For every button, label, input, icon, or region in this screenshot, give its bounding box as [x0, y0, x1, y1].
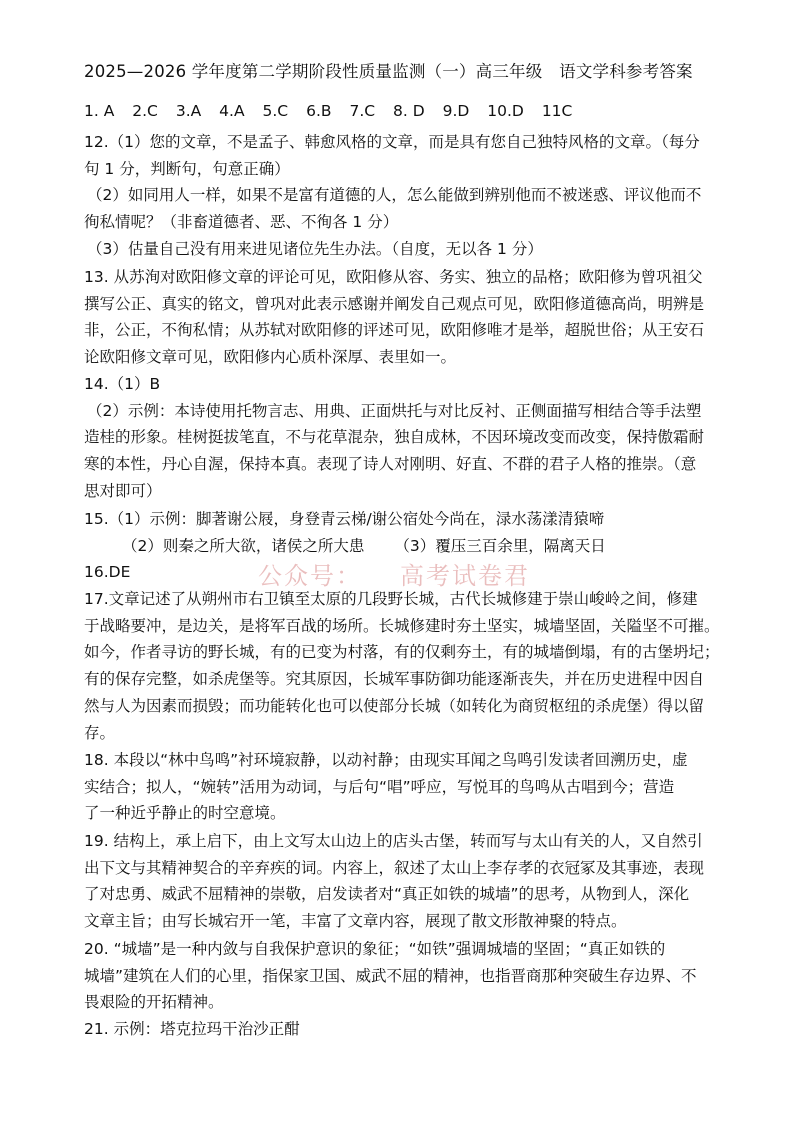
answer-line: 出下文与其精神契合的辛弃疾的词。内容上，叙述了太山上李存孝的衣冠冢及其事迹，表现	[84, 858, 705, 877]
watermark-label: 公众号：	[258, 562, 362, 590]
answer-line: 有的保存完整，如杀虎堡等。究其原因，长城军事防御功能逐渐丧失，并在历史进程中因自	[84, 670, 705, 689]
answer-18	[84, 747, 730, 827]
watermark-name: 高考试卷君	[400, 562, 530, 590]
mc-answer: 3.A	[175, 102, 202, 120]
answer-line: 16.DE	[84, 563, 131, 582]
answer-14	[84, 371, 730, 505]
answer-line: 13. 从苏洵对欧阳修文章的评论可见，欧阳修从容、务实、独立的品格；欧阳修为曾巩祖父	[84, 268, 703, 286]
answer-line: 了对忠勇、威武不屈精神的崇敬，启发读者对“真正如铁的城墙”的思考，从物到人，深化	[84, 885, 690, 904]
answer-line: 造桂的形象。桂树挺拔笔直，不与花草混杂，独自成林，不因环境改变而改变，保持傲霜耐	[84, 428, 705, 447]
answer-line: 12.（1）您的文章，不是孟子、韩愈风格的文章，而是具有您自己独特风格的文章。（每分	[84, 133, 700, 151]
answer-line: 文章主旨；由写长城宕开一笔，丰富了文章内容，展现了散文形散神聚的特点。	[84, 912, 627, 931]
answer-line: （3）估量自己没有用来进见诸位先生办法。（自度，无以各 1 分）	[87, 239, 543, 258]
mc-answer: 9.D	[442, 102, 470, 120]
answer-17	[84, 586, 730, 746]
answer-line: 如今，作者寻访的野长城，有的已变为村落，有的仅剩夯土，有的城墙倒塌，有的古堡坍圮；	[84, 643, 720, 662]
answer-line: 17.文章记述了从朔州市右卫镇至太原的几段野长城，古代长城修建于崇山峻岭之间，修建	[84, 590, 698, 608]
answer-line: 存。	[84, 723, 116, 742]
answer-line: 寒的本性，丹心自渥，保持本真。表现了诗人对刚明、好直、不群的君子人格的推崇。（意	[84, 455, 697, 474]
answer-19	[84, 828, 730, 935]
answer-line: 句 1 分，判断句，句意正确）	[84, 159, 290, 178]
answer-15	[84, 506, 730, 586]
answer-line: 非，公正，不徇私情；从苏轼对欧阳修的评述可见，欧阳修唯才是举，超脱世俗；从王安石	[84, 321, 705, 340]
answer-line: 于战略要冲，是边关，是将军百战的场所。长城修建时夯土坚实，城墙坚固，关隘坚不可摧。	[84, 616, 720, 635]
answer-line: （2）如同用人一样，如果不是富有道德的人，怎么能做到辨别他而不被迷惑、评议他而不	[87, 186, 702, 205]
mc-answer: 10.D	[487, 102, 524, 120]
answer-line: 城墙”建筑在人们的心里，指保家卫国、威武不屈的精神，也指晋商那种突破生存边界、不	[84, 966, 697, 985]
answer-line: 思对即可）	[84, 481, 162, 500]
answer-20	[84, 936, 730, 1016]
answer-line: 14.（1）B	[84, 375, 161, 393]
mc-answer: 11C	[541, 102, 573, 120]
mc-answer: 6.B	[306, 102, 332, 120]
answer-line: （2）示例：本诗使用托物言志、用典、正面烘托与对比反衬、正侧面描写相结合等手法塑	[87, 401, 702, 420]
answer-line: 20. “城墙”是一种内敛与自我保护意识的象征；“如铁”强调城墙的坚固；“真正如铁的	[84, 940, 666, 958]
mc-answer: 4.A	[219, 102, 245, 120]
answer-line: 徇私情呢？（非畜道德者、恶、不徇各 1 分）	[84, 213, 399, 232]
answer-line: 19. 结构上，承上启下，由上文写太山边上的店头古堡，转而写与太山有关的人，又自然引	[84, 832, 703, 850]
mc-answer: 7.C	[349, 102, 376, 120]
page-title: 2025—2026 学年度第二学期阶段性质量监测（一）高三年级 语文学科参考答案	[84, 62, 693, 81]
answer-12	[84, 129, 730, 263]
mc-answer: 1. A	[84, 102, 115, 120]
answer-13	[84, 264, 730, 371]
answer-line: 18. 本段以“林中鸟鸣”衬环境寂静，以动衬静；由现实耳闻之鸟鸣引发读者回溯历史，虚	[84, 751, 688, 769]
answer-line: 了一种近乎静止的时空意境。	[84, 804, 286, 823]
answer-line: 撰写公正、真实的铭文，曾巩对此表示感谢并阐发自己观点可见，欧阳修道德高尚，明辨是	[84, 294, 705, 313]
answer-line: 论欧阳修文章可见，欧阳修内心质朴深厚、表里如一。	[84, 348, 457, 367]
answer-line: 15.（1）示例：脚著谢公屐，身登青云梯/谢公宿处今尚在，渌水荡漾清猿啼	[84, 510, 605, 528]
answer-line: 实结合；拟人，“婉转”活用为动词，与后句“唱”呼应，写悦耳的鸟鸣从古唱到今；营造	[84, 777, 675, 796]
answer-15-part-2: （2）则秦之所大欲，诸侯之所大患	[122, 536, 365, 555]
mc-answer: 5.C	[262, 102, 289, 120]
mc-answer: 2.C	[132, 102, 158, 120]
mc-answer: 8. D	[393, 102, 425, 120]
multiple-choice-answers	[84, 102, 585, 124]
answer-21	[84, 1016, 730, 1043]
answer-line: 21. 示例：塔克拉玛干治沙正酣	[84, 1020, 300, 1038]
answer-line: 然与人为因素而损毁；而功能转化也可以使部分长城（如转化为商贸枢纽的杀虎堡）得以留	[84, 696, 705, 715]
answer-15-part-3: （3）覆压三百余里，隔离天日	[394, 536, 606, 555]
answer-line: 畏艰险的开拓精神。	[84, 993, 224, 1012]
